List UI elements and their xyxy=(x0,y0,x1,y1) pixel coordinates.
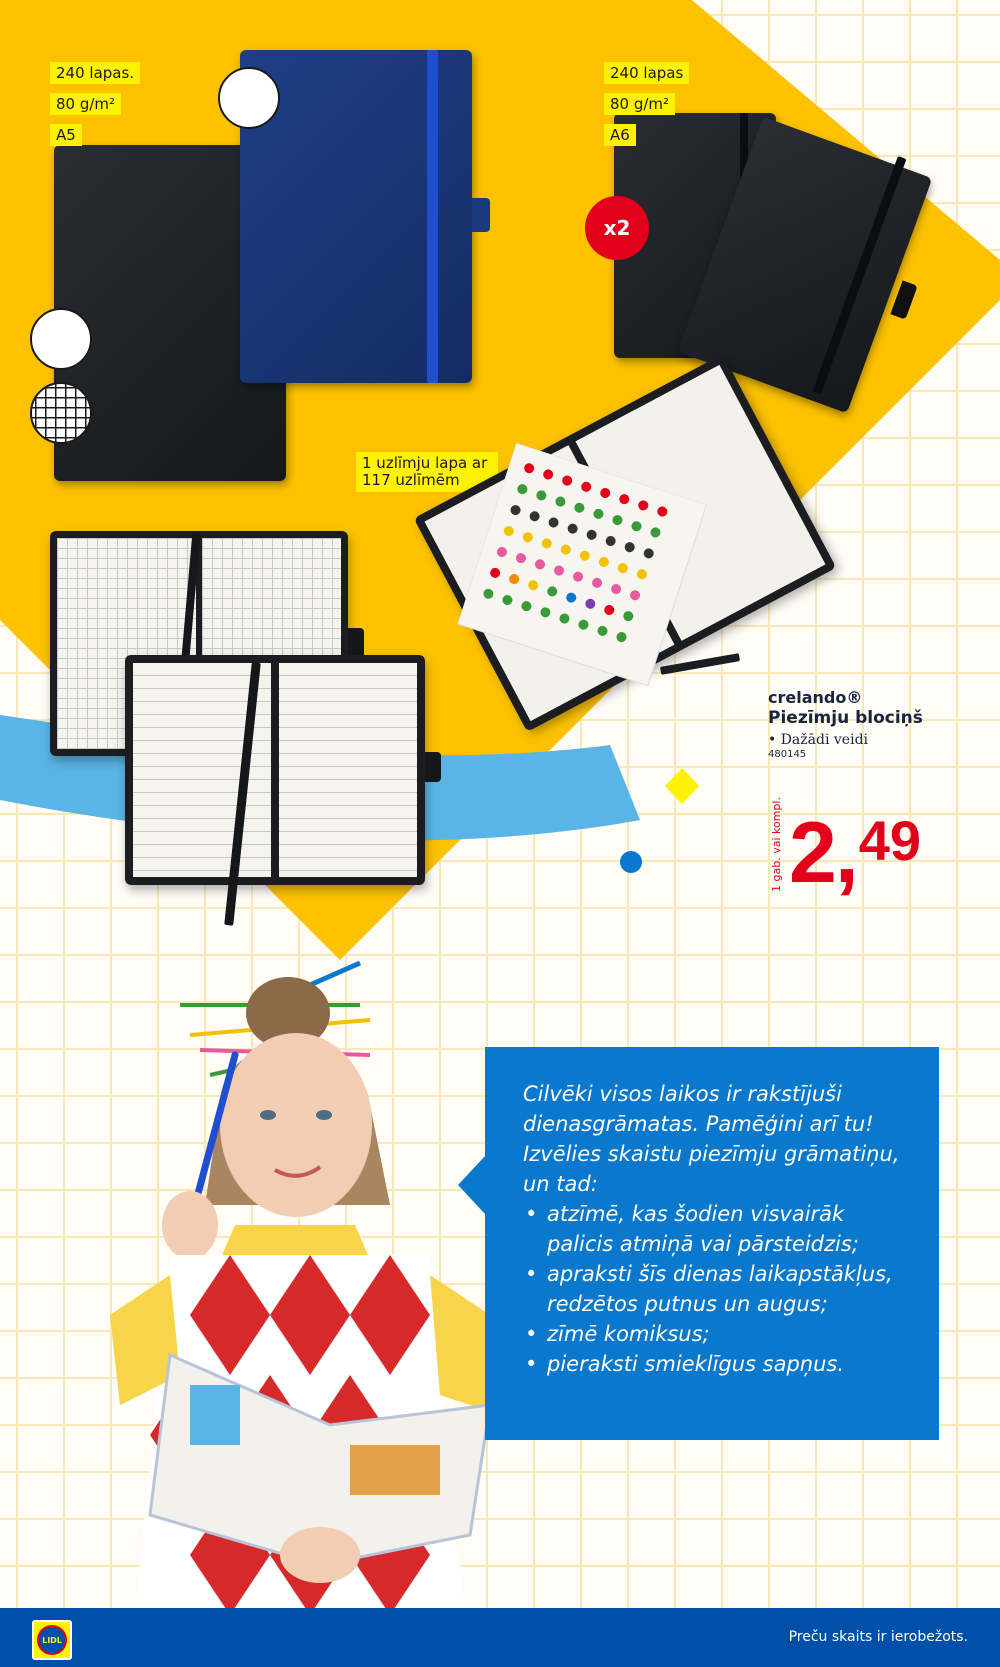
blue-pen-loop xyxy=(472,198,490,232)
yellow-collar xyxy=(220,1225,370,1260)
price-tag xyxy=(789,805,922,901)
lidl-logo-circle xyxy=(37,1625,67,1655)
tip-intro: Cilvēki visos laikos ir rakstījuši dienasgrāmatas. Pamēģini arī tu! Izvēlies skaistu piezīmju grāmatiņu, un tad: xyxy=(523,1082,900,1196)
lined-right-page xyxy=(279,663,417,877)
face xyxy=(220,1033,372,1217)
right-eye xyxy=(316,1110,332,1120)
a5-spec-size: A5 xyxy=(50,124,82,146)
book-picture xyxy=(190,1385,240,1445)
product-code: 480145 xyxy=(768,749,807,760)
tip-item: • apraksti šīs dienas laikapstākļus, redzētos putnus un augus; xyxy=(523,1259,909,1319)
product-brand: crelando® xyxy=(768,688,863,707)
blank-page-icon xyxy=(30,308,92,370)
price-separator: , xyxy=(834,805,859,901)
a5-spec-weight: 80 g/m² xyxy=(50,93,121,115)
blank-page-icon xyxy=(218,67,280,129)
tip-item: • pieraksti smieklīgus sapņus. xyxy=(523,1349,909,1379)
price-decimal: 49 xyxy=(858,809,922,872)
price-unit: 1 gab. vai kompl. xyxy=(770,797,783,892)
girl-illustration xyxy=(70,955,540,1655)
blue-elastic-band xyxy=(427,50,438,383)
a6-spec-weight: 80 g/m² xyxy=(604,93,675,115)
sticker-note: 1 uzlīmju lapa ar 117 uzlīmēm xyxy=(356,452,498,492)
a6-spec-size: A6 xyxy=(604,124,636,146)
lidl-logo[interactable] xyxy=(32,1620,72,1660)
tip-list xyxy=(523,1199,909,1379)
product-name: Piezīmju blociņš xyxy=(768,708,923,728)
product-variant: • Dažādi veidi xyxy=(768,732,869,748)
lidl-logo-text: LIDL xyxy=(42,1635,62,1645)
grid-notebook-pen-loop xyxy=(348,628,364,658)
tip-item: • zīmē komiksus; xyxy=(523,1319,909,1349)
hand-holding-book xyxy=(280,1527,360,1583)
blue-dot xyxy=(620,851,642,873)
a6-spec-pages: 240 lapas xyxy=(604,62,689,84)
left-eye xyxy=(260,1110,276,1120)
price-integer: 2 xyxy=(789,805,835,901)
open-notebook-lined xyxy=(125,655,425,885)
grid-page-icon xyxy=(30,382,92,444)
raised-hand xyxy=(162,1191,218,1259)
a5-spec-pages: 240 lapas. xyxy=(50,62,140,84)
tip-box-pointer xyxy=(458,1155,486,1215)
diary-tip-box xyxy=(485,1047,939,1440)
lined-notebook-pen-loop xyxy=(425,752,441,782)
book-picture xyxy=(350,1445,440,1495)
yellow-diamond xyxy=(665,768,699,804)
stock-disclaimer: Preču skaits ir ierobežots. xyxy=(788,1629,968,1645)
footer-bar xyxy=(0,1608,1000,1667)
pack-count-badge: x2 xyxy=(585,196,649,260)
product-info xyxy=(768,688,923,760)
tip-item: • atzīmē, kas šodien visvairāk palicis atmiņā vai pārsteidzis; xyxy=(523,1199,909,1259)
